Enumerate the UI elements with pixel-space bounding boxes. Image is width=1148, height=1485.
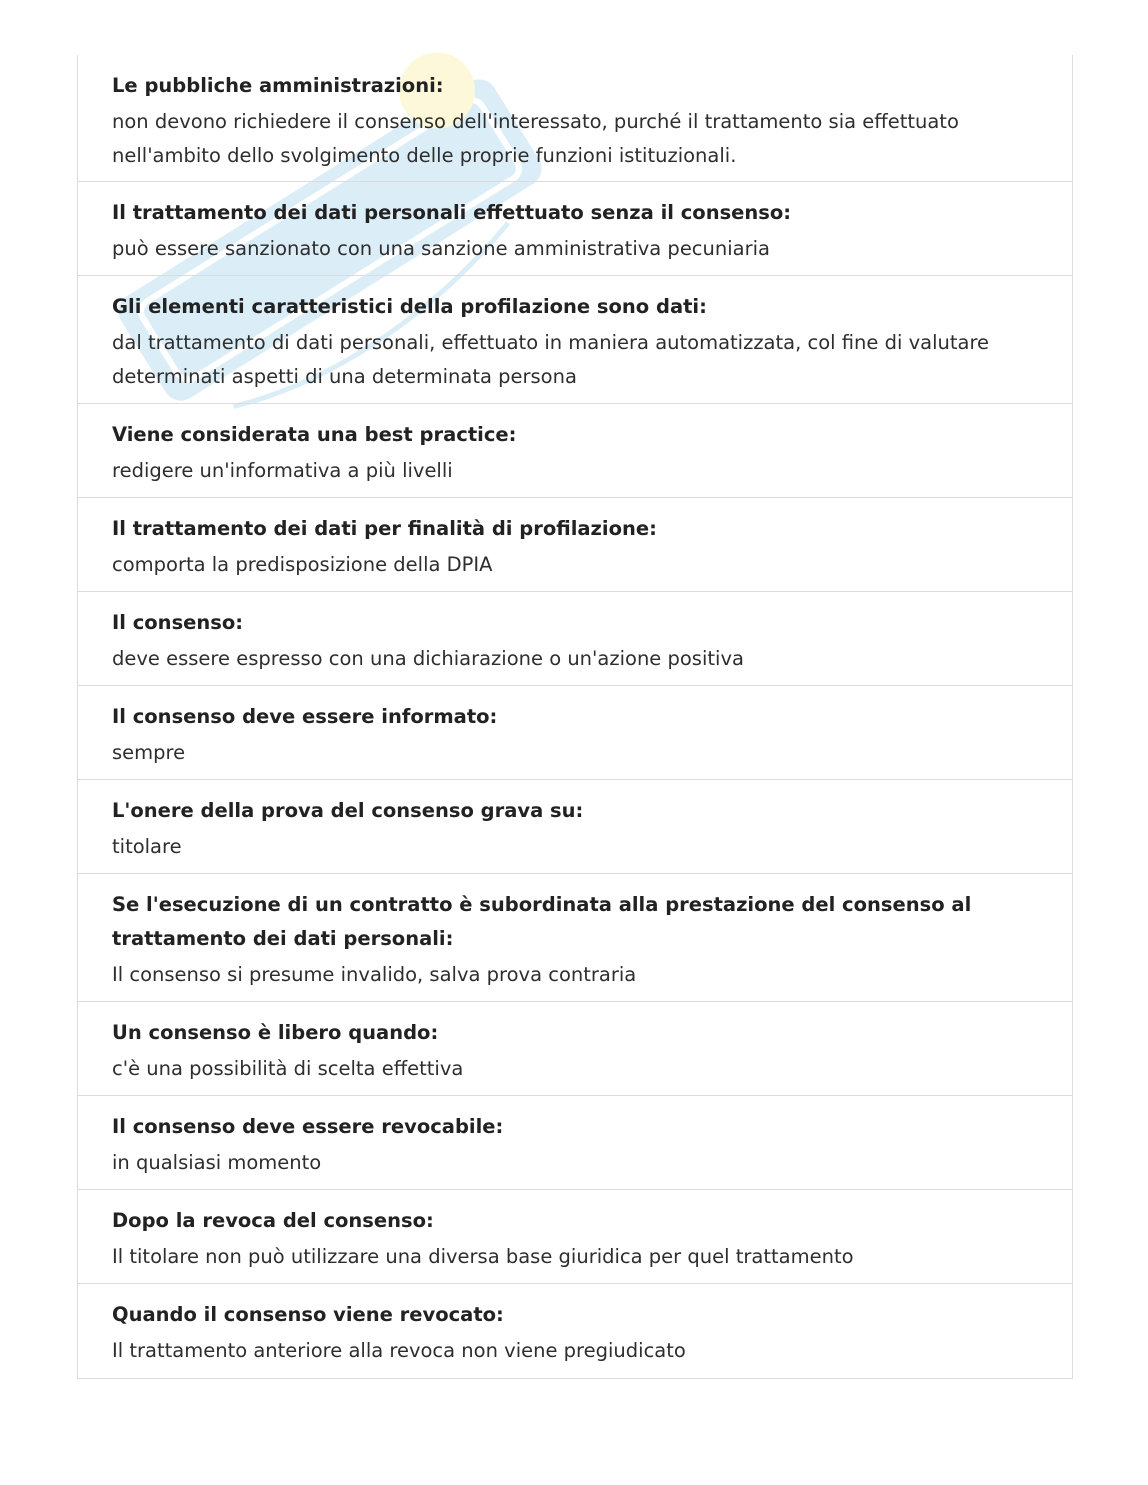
qa-item (78, 592, 1072, 686)
qa-item (78, 1096, 1072, 1190)
answer-text: in qualsiasi momento (112, 1151, 322, 1174)
question-text: Il consenso deve essere revocabile: (112, 1115, 504, 1138)
answer-text: Il consenso si presume invalido, salva prova contraria (112, 963, 637, 986)
question-text: Le pubbliche amministrazioni: (112, 74, 444, 97)
question-text: Il consenso deve essere informato: (112, 705, 498, 728)
qa-item (78, 686, 1072, 780)
qa-item (78, 1190, 1072, 1284)
question-text: Il trattamento dei dati personali effettuato senza il consenso: (112, 201, 792, 224)
question-text: Quando il consenso viene revocato: (112, 1303, 504, 1326)
qa-item (78, 874, 1072, 1002)
question-text: Il consenso: (112, 611, 244, 634)
qa-item (78, 276, 1072, 404)
question-text: Un consenso è libero quando: (112, 1021, 439, 1044)
qa-item (78, 1002, 1072, 1096)
answer-text: comporta la predisposizione della DPIA (112, 553, 493, 576)
answer-text: non devono richiedere il consenso dell'interessato, purché il trattamento sia effettuato nell'ambito dello svolgimento delle proprie funzioni istituzionali. (112, 110, 959, 167)
question-text: L'onere della prova del consenso grava su: (112, 799, 584, 822)
question-text: Gli elementi caratteristici della profilazione sono dati: (112, 295, 707, 318)
question-text: Se l'esecuzione di un contratto è subordinata alla prestazione del consenso al trattamento dei dati personali: (112, 893, 972, 950)
answer-text: redigere un'informativa a più livelli (112, 459, 453, 482)
qa-item (78, 55, 1072, 182)
qa-list (77, 55, 1073, 1379)
answer-text: Il titolare non può utilizzare una diversa base giuridica per quel trattamento (112, 1245, 854, 1268)
answer-text: deve essere espresso con una dichiarazione o un'azione positiva (112, 647, 744, 670)
qa-item (78, 182, 1072, 276)
qa-item (78, 498, 1072, 592)
qa-item (78, 780, 1072, 874)
answer-text: Il trattamento anteriore alla revoca non viene pregiudicato (112, 1339, 686, 1362)
answer-text: titolare (112, 835, 182, 858)
answer-text: sempre (112, 741, 186, 764)
answer-text: può essere sanzionato con una sanzione amministrativa pecuniaria (112, 237, 771, 260)
question-text: Il trattamento dei dati per finalità di profilazione: (112, 517, 657, 540)
answer-text: dal trattamento di dati personali, effettuato in maniera automatizzata, col fine di valutare determinati aspetti di una determinata persona (112, 331, 990, 388)
question-text: Dopo la revoca del consenso: (112, 1209, 434, 1232)
answer-text: c'è una possibilità di scelta effettiva (112, 1057, 464, 1080)
question-text: Viene considerata una best practice: (112, 423, 517, 446)
qa-item (78, 404, 1072, 498)
qa-item (78, 1284, 1072, 1378)
